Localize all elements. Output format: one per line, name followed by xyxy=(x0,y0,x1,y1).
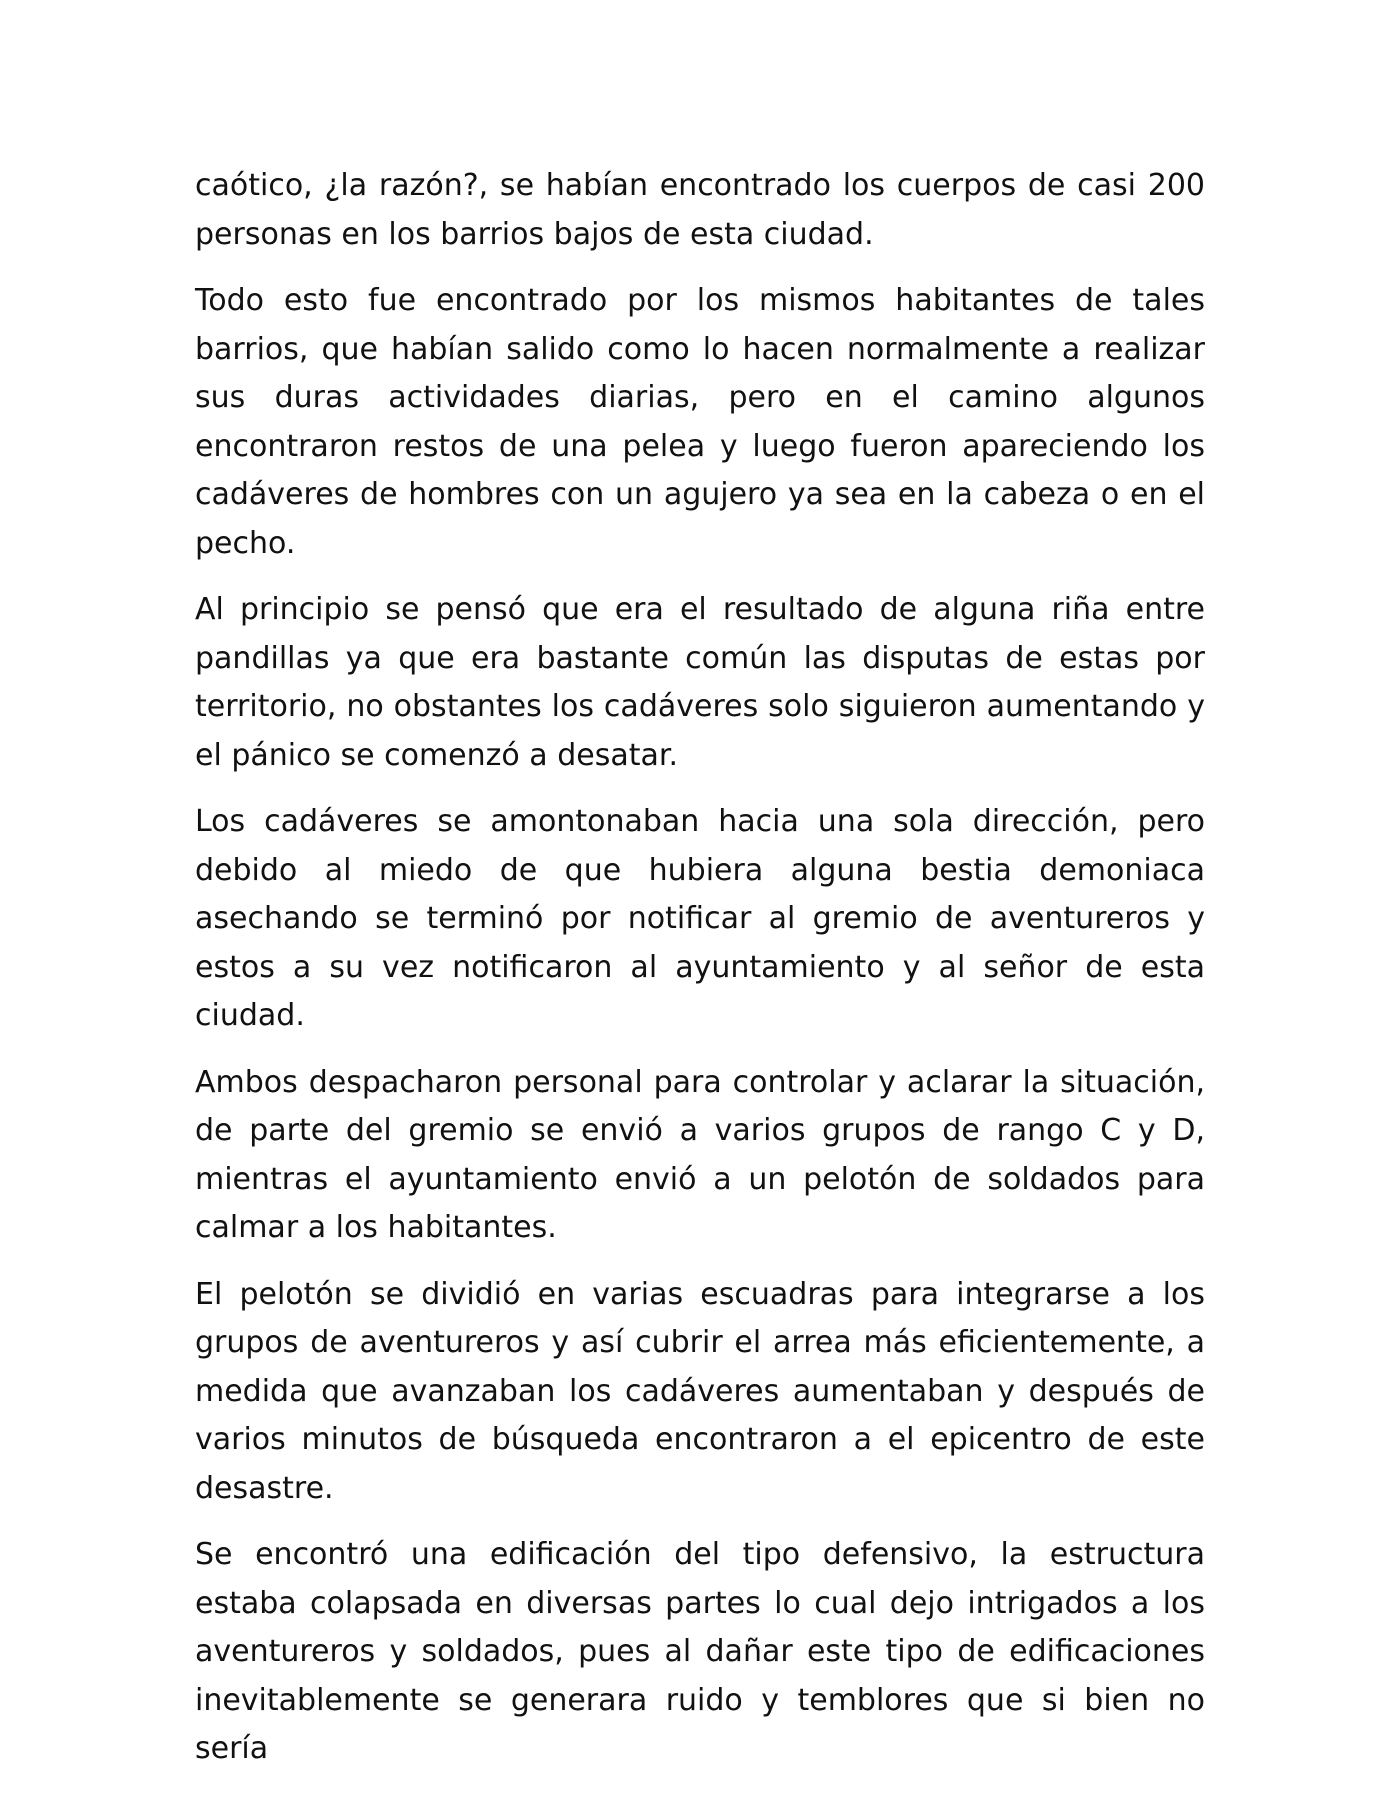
paragraph-1: caótico, ¿la razón?, se habían encontrado los cuerpos de casi 200 personas en los barrios bajos de esta ciudad. xyxy=(195,168,1205,252)
document-body xyxy=(195,162,1205,1792)
paragraph-4: Los cadáveres se amontonaban hacia una sola dirección, pero debido al miedo de que hubiera alguna bestia demoniaca asechando se terminó por notificar al gremio de aventureros y estos a su vez notificaron al ayuntamiento y al señor de esta ciudad. xyxy=(195,804,1205,1033)
paragraph-3: Al principio se pensó que era el resultado de alguna riña entre pandillas ya que era bastante común las disputas de estas por territorio, no obstantes los cadáveres solo siguieron aumentando y el pánico se comenzó a desatar. xyxy=(195,592,1205,773)
paragraph-2: Todo esto fue encontrado por los mismos habitantes de tales barrios, que habían salido como lo hacen normalmente a realizar sus duras actividades diarias, pero en el camino algunos encontraron restos de una pelea y luego fueron apareciendo los cadáveres de hombres con un agujero ya sea en la cabeza o en el pecho. xyxy=(195,283,1205,561)
paragraph-5: Ambos despacharon personal para controlar y aclarar la situación, de parte del gremio se envió a varios grupos de rango C y D, mientras el ayuntamiento envió a un pelotón de soldados para calmar a los habitantes. xyxy=(195,1064,1205,1245)
paragraph-7: Se encontró una edificación del tipo defensivo, la estructura estaba colapsada en diversas partes lo cual dejo intrigados a los aventureros y soldados, pues al dañar este tipo de edificaciones inevitablemente se generara ruido y temblores que si bien no sería xyxy=(195,1537,1205,1766)
paragraph-6: El pelotón se dividió en varias escuadras para integrarse a los grupos de aventureros y así cubrir el arrea más eficientemente, a medida que avanzaban los cadáveres aumentaban y después de varios minutos de búsqueda encontraron a el epicentro de este desastre. xyxy=(195,1276,1205,1506)
